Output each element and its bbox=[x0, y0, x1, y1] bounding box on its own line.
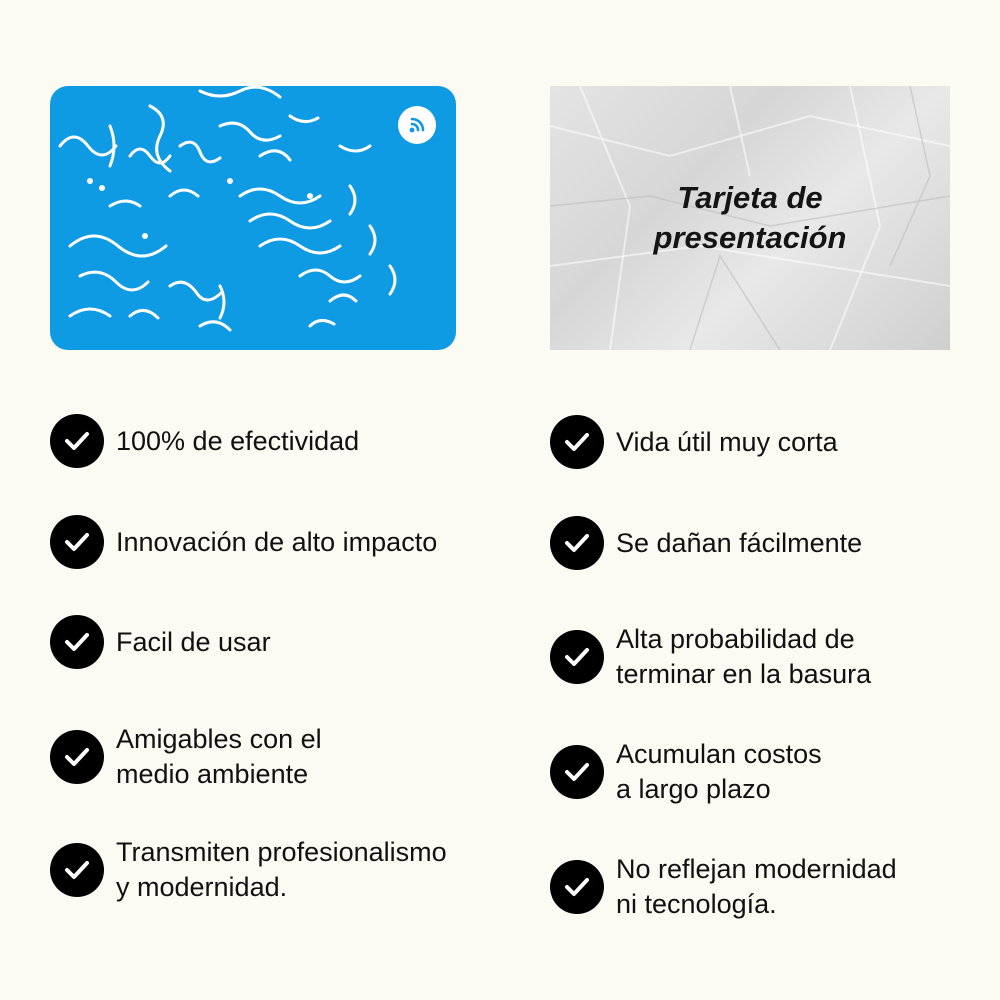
list-item bbox=[550, 852, 897, 922]
check-icon bbox=[50, 843, 104, 897]
list-item-text: Acumulan costos a largo plazo bbox=[616, 739, 822, 804]
list-item-text: No reflejan modernidad ni tecnología. bbox=[616, 854, 897, 919]
check-icon bbox=[50, 730, 104, 784]
check-icon bbox=[550, 860, 604, 914]
list-item-text: Alta probabilidad de terminar en la basura bbox=[616, 624, 872, 689]
list-item bbox=[50, 835, 447, 905]
list-item bbox=[550, 516, 862, 570]
paper-card-image bbox=[550, 86, 950, 350]
list-item-text: Facil de usar bbox=[116, 626, 271, 657]
check-icon bbox=[50, 414, 104, 468]
list-item-text: Innovación de alto impacto bbox=[116, 526, 438, 557]
check-icon bbox=[550, 415, 604, 469]
check-icon bbox=[550, 630, 604, 684]
wave-pattern bbox=[50, 86, 456, 350]
list-item-text: 100% de efectividad bbox=[116, 425, 360, 456]
nfc-badge bbox=[398, 106, 436, 144]
check-icon bbox=[50, 515, 104, 569]
list-item bbox=[550, 622, 871, 692]
nfc-signal-icon bbox=[406, 114, 428, 136]
list-item-text: Transmiten profesionalismo y modernidad. bbox=[116, 837, 447, 902]
list-item bbox=[550, 415, 838, 469]
list-item bbox=[550, 737, 822, 807]
list-item bbox=[50, 722, 322, 792]
list-item bbox=[50, 414, 359, 468]
list-item-text: Vida útil muy corta bbox=[616, 426, 838, 457]
nfc-card-image bbox=[50, 86, 456, 350]
paper-card-title: Tarjeta de presentación bbox=[653, 180, 847, 255]
list-item bbox=[50, 615, 271, 669]
check-icon bbox=[550, 745, 604, 799]
check-icon bbox=[50, 615, 104, 669]
list-item bbox=[50, 515, 437, 569]
list-item-text: Amigables con el medio ambiente bbox=[116, 724, 322, 789]
list-item-text: Se dañan fácilmente bbox=[616, 527, 863, 558]
check-icon bbox=[550, 516, 604, 570]
